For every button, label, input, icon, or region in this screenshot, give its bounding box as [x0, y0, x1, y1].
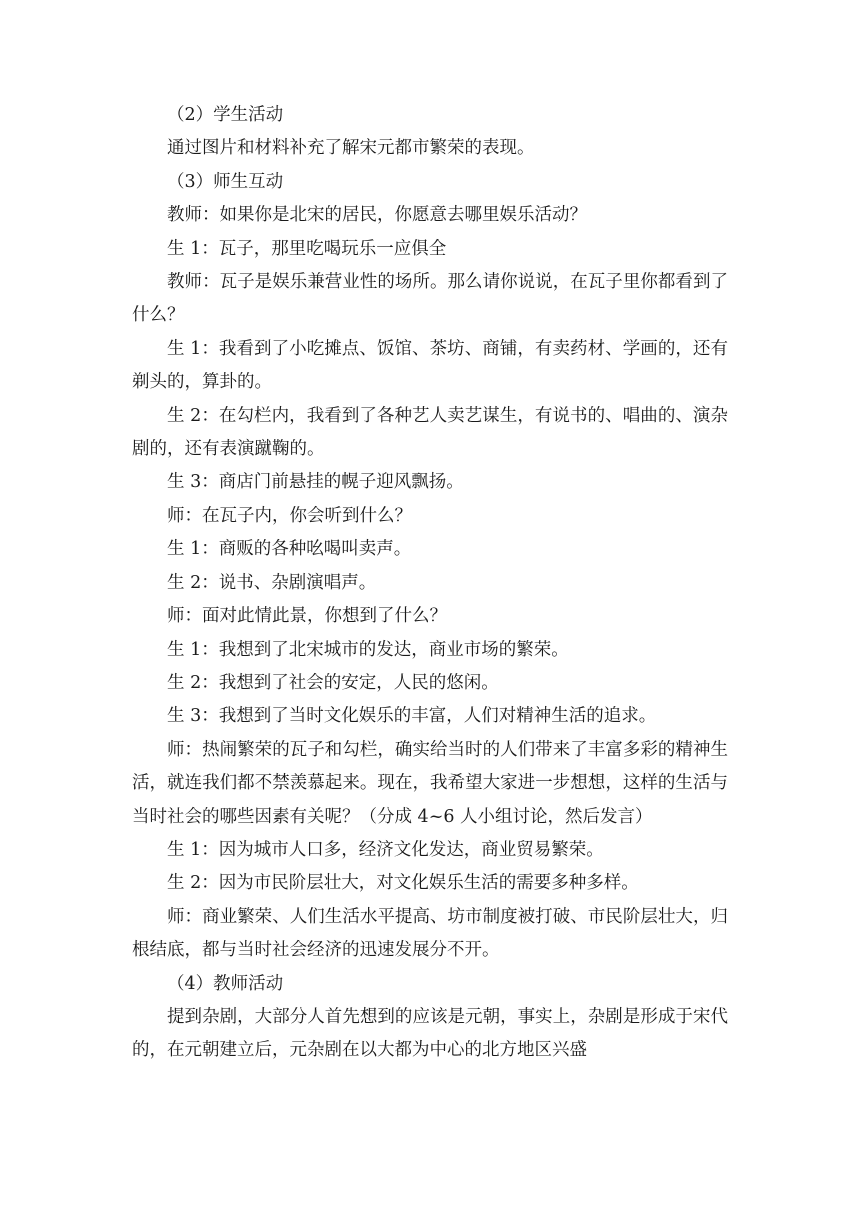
dialogue-line: 生 2：我想到了社会的安定，人民的悠闲。	[167, 672, 499, 693]
dialogue-line: 教师：如果你是北宋的居民，你愿意去哪里娱乐活动？	[167, 205, 587, 226]
dialogue-line: 师：热闹繁荣的瓦子和勾栏，确实给当时的人们带来了丰富多彩的精神生活，就连我们都不禁羡慕起来。现在，我希望大家进一步想想，这样的生活与当时社会的哪些因素有关呢？（分成 4~6 人小组讨论，然后发言）	[132, 739, 728, 827]
paragraph: 通过图片和材料补充了解宋元都市繁荣的表现。	[167, 138, 535, 159]
dialogue-line: 生 2：因为市民阶层壮大，对文化娱乐生活的需要多种多样。	[167, 873, 639, 894]
paragraph: 提到杂剧，大部分人首先想到的应该是元朝，事实上，杂剧是形成于宋代的，在元朝建立后，元杂剧在以大都为中心的北方地区兴盛	[132, 1006, 728, 1061]
section-heading-interaction: （3）师生互动	[167, 171, 284, 192]
dialogue-line: 生 3：我想到了当时文化娱乐的丰富，人们对精神生活的追求。	[167, 706, 657, 727]
dialogue-line: 生 1：因为城市人口多，经济文化发达，商业贸易繁荣。	[167, 839, 604, 860]
dialogue-line: 生 1：瓦子，那里吃喝玩乐一应俱全	[167, 238, 447, 259]
section-heading-teacher-activity: （4）教师活动	[167, 973, 284, 994]
dialogue-line: 生 2：在勾栏内，我看到了各种艺人卖艺谋生，有说书的、唱曲的、演杂剧的，还有表演蹴鞠的。	[132, 405, 728, 460]
dialogue-line: 生 1：商贩的各种吆喝叫卖声。	[167, 539, 412, 560]
dialogue-line: 教师：瓦子是娱乐兼营业性的场所。那么请你说说，在瓦子里你都看到了什么？	[132, 272, 728, 326]
document-body	[132, 99, 728, 1068]
dialogue-line: 生 3：商店门前悬挂的幌子迎风飘扬。	[167, 472, 464, 493]
dialogue-line: 师：面对此情此景，你想到了什么？	[167, 606, 447, 627]
dialogue-line: 师：商业繁荣、人们生活水平提高、坊市制度被打破、市民阶层壮大，归根结底，都与当时社会经济的迅速发展分不开。	[132, 906, 728, 961]
dialogue-line: 生 1：我看到了小吃摊点、饭馆、茶坊、商铺，有卖药材、学画的，还有剃头的，算卦的。	[132, 338, 728, 393]
dialogue-line: 生 2：说书、杂剧演唱声。	[167, 572, 377, 593]
dialogue-line: 师：在瓦子内，你会听到什么？	[167, 505, 412, 526]
dialogue-line: 生 1：我想到了北宋城市的发达，商业市场的繁荣。	[167, 639, 569, 660]
section-heading-student-activity: （2）学生活动	[167, 105, 284, 125]
